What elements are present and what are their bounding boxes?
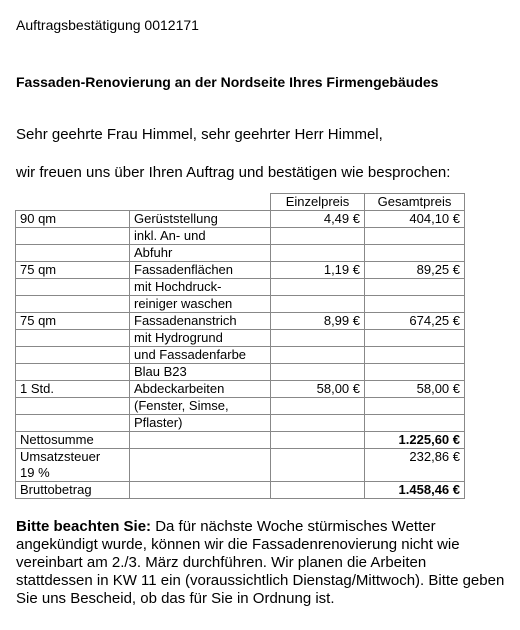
total-price-cell: 89,25 € [365, 262, 465, 279]
gross-total-value: 1.458,46 € [365, 482, 465, 499]
table-row-continuation [16, 415, 465, 432]
table-row-continuation [16, 228, 465, 245]
description-cell: mit Hochdruck- [130, 279, 271, 296]
net-total-row [16, 432, 465, 449]
table-row-continuation [16, 279, 465, 296]
total-price-cell: 58,00 € [365, 381, 465, 398]
vat-row [16, 449, 465, 482]
header-unit-price: Einzelpreis [271, 194, 365, 211]
description-cell: (Fenster, Simse, [130, 398, 271, 415]
description-cell: reiniger waschen [130, 296, 271, 313]
description-cell: mit Hydrogrund [130, 330, 271, 347]
notice-text: Da für nächste Woche stürmisches Wetter angekündigt wurde, können wir die Fassadenrenovierung nicht wie vereinbart am 2./3. März durchführen. Wir planen die Arbeiten stattdessen in KW 11 ein (voraussichtlich Dienstag/Mittwoch). Bitte geben Sie uns Bescheid, ob das für Sie in Ordnung ist. [16, 518, 505, 607]
intro-text: wir freuen uns über Ihren Auftrag und bestätigen wie besprochen: [16, 164, 451, 181]
table-row-continuation [16, 245, 465, 262]
notice-paragraph [16, 518, 506, 608]
salutation: Sehr geehrte Frau Himmel, sehr geehrter Herr Himmel, [16, 126, 383, 143]
gross-total-label: Bruttobetrag [16, 482, 130, 499]
unit-price-cell: 4,49 € [271, 211, 365, 228]
table-row-continuation [16, 347, 465, 364]
total-price-cell: 674,25 € [365, 313, 465, 330]
quantity-cell: 1 Std. [16, 381, 130, 398]
description-cell: und Fassadenfarbe [130, 347, 271, 364]
table-row [16, 262, 465, 279]
gross-total-row [16, 482, 465, 499]
subject-line: Fassaden-Renovierung an der Nordseite Ihres Firmengebäudes [16, 74, 439, 90]
description-cell: Blau B23 [130, 364, 271, 381]
table-row [16, 211, 465, 228]
header-total-price: Gesamtpreis [365, 194, 465, 211]
description-cell: Fassadenflächen [130, 262, 271, 279]
table-row-continuation [16, 296, 465, 313]
unit-price-cell: 58,00 € [271, 381, 365, 398]
total-price-cell: 404,10 € [365, 211, 465, 228]
vat-label: Umsatzsteuer 19 % [16, 449, 130, 482]
unit-price-cell: 8,99 € [271, 313, 365, 330]
table-row [16, 313, 465, 330]
unit-price-cell: 1,19 € [271, 262, 365, 279]
description-cell: Pflaster) [130, 415, 271, 432]
quantity-cell: 75 qm [16, 262, 130, 279]
quantity-cell: 90 qm [16, 211, 130, 228]
table-row-continuation [16, 330, 465, 347]
table-header-row [16, 194, 465, 211]
description-cell: Abfuhr [130, 245, 271, 262]
table-row-continuation [16, 364, 465, 381]
net-total-label: Nettosumme [16, 432, 130, 449]
order-number: Auftragsbestätigung 0012171 [16, 17, 199, 33]
net-total-value: 1.225,60 € [365, 432, 465, 449]
quantity-cell: 75 qm [16, 313, 130, 330]
order-table [15, 193, 465, 499]
description-cell: Gerüststellung [130, 211, 271, 228]
description-cell: Abdeckarbeiten [130, 381, 271, 398]
description-cell: inkl. An- und [130, 228, 271, 245]
notice-lead: Bitte beachten Sie: [16, 518, 152, 535]
description-cell: Fassadenanstrich [130, 313, 271, 330]
table-row-continuation [16, 398, 465, 415]
vat-value: 232,86 € [365, 449, 465, 482]
table-row [16, 381, 465, 398]
